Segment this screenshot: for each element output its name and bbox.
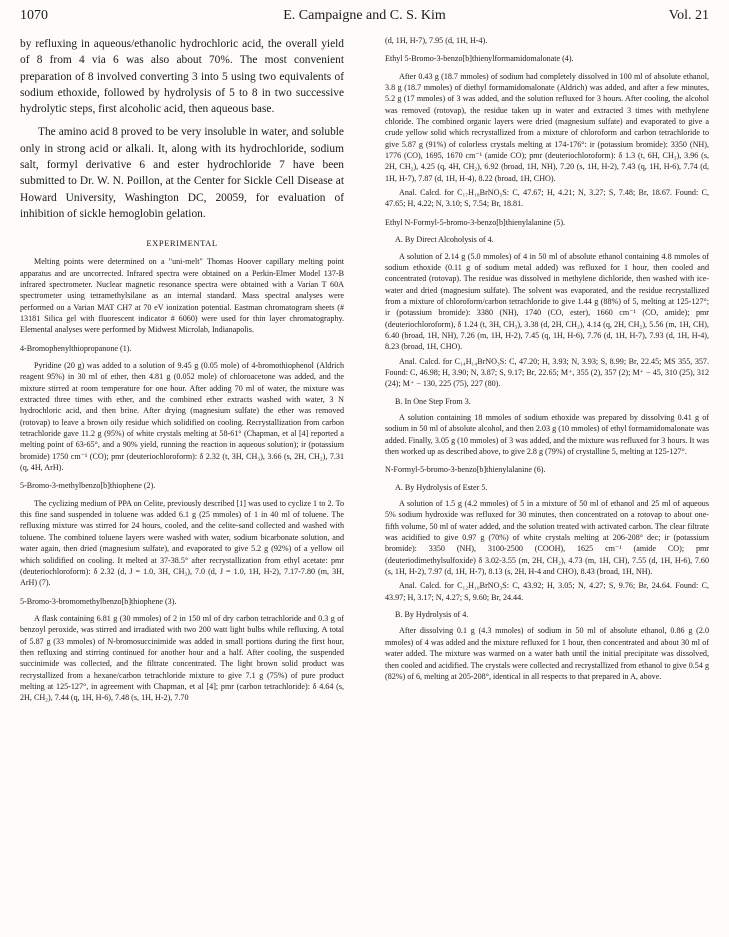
intro-paragraph: by refluxing in aqueous/ethanolic hydrochloric acid, the overall yield of 8 from 4 via 6 was also about 70%. The most convenient preparation of 8 involved converting 3 into 5 using two equivalents of sodium ethoxide, followed by hydrolysis of 5 to 8 in two successive hydrolytic steps, first alcoholic acid, then aqueous base. (20, 38, 344, 116)
procedure-paragraph: A solution containing 18 mmoles of sodium ethoxide was prepared by dissolving 0.41 g of sodium in 50 ml of absolute alcohol, and then 2.03 g (10 mmoles) of ethyl formamidomalonate was added. Finally, 3.05 g (10 mmoles) of 3 was added, and the mixture was refluxed for 3 hours. It was then worked up as described above, to give 2.8 g (79%) of crystalline 5, melting at 125-127°. (385, 412, 709, 456)
section-title: EXPERIMENTAL (146, 238, 218, 249)
method-subheading: A. By Direct Alcoholysis of 4. (395, 235, 494, 245)
procedure-paragraph: Pyridine (20 g) was added to a solution of 9.45 g (0.05 mole) of 4-bromothiophenol (Aldrich reagent 95%) in 30 ml of ether, then 4.81 g (0.052 mole) of chloroacetone was added, and the mixture stirred at room temperature for one hour. After adding 70 ml of water, the mixture was extracted three times with ether, and the combined ether extracts washed with water, 3 N hydrochloric acid, and then brine. After drying (magnesium sulfate) the ether was removed (rotovap) to leave a brown oily residue which solidified on cooling. Recrystallization from carbon tetrachloride gave 11.2 g (95%) of white crystals melting at 58-61° (Chapman, et al [4] reported a melting point of 63-65°, and a 90% yield, running the reaction in aqueous solution); ir (potassium bromide) 1750 cm⁻¹ (CO); pmr (deuteriochloroform): δ 2.32 (t, 3H, CH₃), 3.66 (s, 2H, CH₂), 7.31 (q, 4H, ArH). (20, 361, 344, 473)
compound-heading: 5-Bromo-3-methylbenzo[b]thiophene (2). (20, 481, 156, 491)
method-subheading: B. By Hydrolysis of 4. (395, 610, 469, 620)
procedure-paragraph: A solution of 1.5 g (4.2 mmoles) of 5 in a mixture of 50 ml of ethanol and 25 ml of aqueous 5% sodium hydroxide was refluxed for 30 minutes, then concentrated on a rotovap to about one-fifth volume, 50 ml of water added, and the solution treated with activated carbon. The clear filtrate was acidified to give 0.97 g (70%) of white crystals melting at 206-208° dec; ir (potassium bromide): 3350 (NH), 3100-2500 (COOH), 1625 cm⁻¹ (amide CO); pmr (deuteriodimethylsulfoxide) δ 3.02-3.55 (m, 2H, CH₂), 4.73 (m, 1H, CH), 7.55 (d, 1H, H-6), 7.60 (s, 1H, H-2), 7.97 (d, 1H, H-7), 8.13 (s, 2H, H-4 and CHO), 8.43 (broad, 1H, NH). (385, 499, 709, 577)
compound-heading: 5-Bromo-3-bromomethylbenzo[b]thiophene (3). (20, 596, 177, 606)
compound-heading: Ethyl 5-Bromo-3-benzo[b]thienylformamidomalonate (4). (385, 54, 574, 64)
elemental-analysis: Anal. Calcd. for C₁₇H₁₈BrNO₅S: C, 47.67; H, 4.21; N, 3.27; S, 7.48; Br, 18.67. Found: C, 47.65; H, 4.22; N, 3.10; S, 7.54; Br, 18.81. (385, 188, 709, 209)
procedure-paragraph: After 0.43 g (18.7 mmoles) of sodium had completely dissolved in 100 ml of absolute ethanol, 3.8 g (18.7 mmoles) of diethyl formamidomalonate (Aldrich) was added, and after a few minutes, 5.2 g (17 mmoles) of 3 was added, and the solution refluxed for 3 hours. After cooling, the alcohol was removed (rotovap), the residue taken up in water and extracted 3 times with methylene chloride. The combined organic layers were dried (magnesium sulfate) and evaporated to give a crude yellow solid which recrystallized from a mixture of chloroform and carbon tetrachloride to give 5.87 g (91%) of colorless crystals melting at 174-176°: ir (potassium bromide): 3350 (NH), 1776 (CO), 1695, 1670 cm⁻¹ (amide CO); pmr (deuteriochloroform): δ 1.3 (t, 6H, CH₃), 3.96 (s, 2H, CH₂), 4.25 (q, 4H, CH₂), 6.92 (broad, 1H, NH), 7.20 (s, 1H, H-2), 7.43 (q, 1H, H-6), 7.74 (d, 1H, H-7), 7.87 (d, 1H, H-4), 8.22 (broad, 1H, CHO). (385, 71, 709, 183)
method-subheading: B. In One Step From 3. (395, 396, 471, 406)
compound-heading: Ethyl N-Formyl-5-bromo-3-benzo[b]thienylalanine (5). (385, 217, 566, 227)
procedure-paragraph: The cyclizing medium of PPA on Celite, previously described [1] was used to cyclize 1 to 2. To this fine sand suspended in toluene was added 6.1 g (25 mmoles) of 1 in 40 ml of toluene. The refluxing mixture was stirred for 24 hours, cooled, and the celite-sand collected and washed with toluene. The combined toluene layers were washed with water, sodium bicarbonate solution, and water again, then dried (magnesium sulfate), and evaporated to give 5.2 g (92%) of a yellow oil which solidified on cooling. It melted at 37-38.5° after recrystallization from ethyl acetate: pmr (deuteriochloroform): δ 2.32 (d, J = 1.0, 3H, CH₃), 7.0 (d, J = 1.0, 1H, H-2), 7.17-7.80 (m, 3H, ArH) (7). (20, 498, 344, 588)
procedure-paragraph: After dissolving 0.1 g (4.3 mmoles) of sodium in 50 ml of absolute ethanol, 0.86 g (2.0 mmoles) of 4 was added and the mixture refluxed for 1 hour, then concentrated and about 30 ml of water added. The mixture was warmed on a water bath until the initial precipitate was dissolved, then cooled and acidified. The crystals were collected and recrystallized from ethanol to give 0.54 g (82%) of 6, melting at 205-208°, identical in all respects to that prepared in A, above. (385, 626, 709, 681)
compound-heading: N-Formyl-5-bromo-3-benzo[b]thienylalanine (6). (385, 465, 546, 475)
page-header (20, 8, 709, 28)
running-title: E. Campaigne and C. S. Kim (283, 8, 446, 23)
compound-heading: 4-Bromophenylthiopropanone (1). (20, 343, 132, 353)
elemental-analysis: Anal. Calcd. for C₁₄H₁₄BrNO₃S: C, 47.20; H, 3.93; N, 3.93; S, 8.99; Br, 22.45; MS 355, 357. Found: C, 46.98; H, 3.90; N, 3.87; S, 9.17; Br, 22.65; M⁺, 355 (2), 357 (2); M⁺ − 45, 310 (25), 312 (24); M⁺ − 130, 225 (75), 227 (80). (385, 356, 709, 389)
method-subheading: A. By Hydrolysis of Ester 5. (395, 482, 488, 492)
procedure-paragraph: A flask containing 6.81 g (30 mmoles) of 2 in 150 ml of dry carbon tetrachloride and 0.3 g of benzoyl peroxide, was stirred and irradiated with two 200 watt light bulbs while refluxing. A total of 5.87 g (33 mmoles) of N-bromosuccinimide was added in small portions during the first hour, then refluxing and stirring continued for another hour and a half. After cooling, the suspended succinimide was collected, and the filtrate concentrated. The light brown solid product was recrystallized from a hexane/carbon tetrachloride mixture to give 7.1 g (75%) of pure product melting at 125-127°, in agreement with Chapman, et al [4]; pmr (carbon tetrachloride): δ 4.64 (s, 2H, CH₂), 7.44 (q, 1H, H-6), 7.48 (s, 1H, H-2), 7.70 (20, 613, 344, 703)
elemental-analysis: Anal. Calcd. for C₁₂H₁₀BrNO₃S: C, 43.92; H, 3.05; N, 4.27; S, 9.76; Br, 24.64. Found: C, 43.97; H, 3.17; N, 4.27; S, 9.60; Br, 24.44. (385, 581, 709, 602)
general-methods-paragraph: Melting points were determined on a "uni-melt" Thomas Hoover capillary melting point apparatus and are uncorrected. Infrared spectra were obtained on a Perkin-Elmer Model 137-B infrared spectrometer. Nuclear magnetic resonance spectra were obtained with a Varian T 60A spectrometer using tetramethylsilane as an internal standard. Mass spectral analyses were performed on a Varian MAT CH7 at 70 eV ionization potential. Eastman chromatogram sheets (# 13181 Silica gel with fluorescent indicator # 6060) were used for thin layer chromatography. Elemental analyses were performed by Midwest Microlab, Indianapolis. (20, 257, 344, 335)
right-column (385, 36, 709, 682)
volume-label: Vol. 21 (668, 8, 709, 23)
left-column (20, 36, 344, 704)
procedure-paragraph: A solution of 2.14 g (5.0 mmoles) of 4 in 50 ml of absolute ethanol containing 4.8 mmoles of sodium ethoxide (0.11 g of sodium metal added) was refluxed for 1 hour, then cooled and concentrated (rotovap). The residue was dissolved in methylene dichloride, then washed with ice-water and dried (magnesium sulfate). The solvent was evaporated, and the residue recrystallized from a mixture of chloroform/carbon tetrachloride to give 1.44 g (88%) of 5, melting at 125-127°; ir (potassium bromide): 3380 (NH), 1740 (CO, ester), 1660 cm⁻¹ (CO, amide); pmr (deuteriochloroform), δ 1.24 (t, 3H, CH₃), 3.38 (d, 2H, CH₂), 4.14 (q, 2H, CH₂), 5.56 (m, 1H, CH), 6.40 (broad, 1H, NH), 7.26 (m, 1H, H-2), 7.45 (q, 1H, H-6), 7.76 (d, 1H, H-7), 7.93 (d, 1H, H-4), 8.23 (broad, 1H, CHO). (385, 251, 709, 352)
intro-paragraph: The amino acid 8 proved to be very insoluble in water, and soluble only in strong acid or alkali. It, along with its hydrochloride, sodium salt, formyl derivative 6 and ester hydrochloride 7 have been submitted to Dr. W. N. Poillon, at the Center for Sickle Cell Disease at Howard University, Washington DC, 20059, for evaluation of inhibition of sickle hemoglobin gelation. (20, 126, 344, 220)
page-number: 1070 (20, 8, 48, 23)
continuation-text: (d, 1H, H-7), 7.95 (d, 1H, H-4). (385, 36, 488, 45)
